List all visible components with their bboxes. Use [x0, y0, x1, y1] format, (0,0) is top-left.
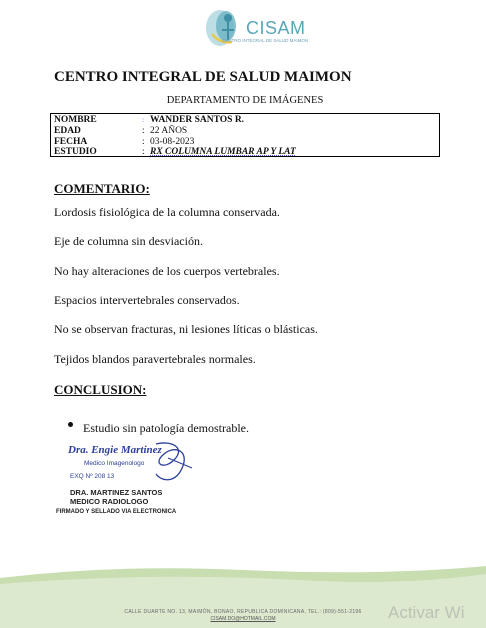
doctor-name: DRA. MARTINEZ SANTOS	[70, 488, 163, 497]
stamp-exq: EXQ Nº 208 13	[70, 473, 115, 480]
finding-line: Tejidos blandos paravertebrales normales.	[54, 352, 256, 366]
info-value-age: 22 AÑOS	[150, 126, 188, 136]
conclusion-title: CONCLUSION:	[54, 382, 147, 397]
logo-text: CISAM	[246, 18, 306, 38]
footer-address: CALLE DUARTE NO. 13, MAIMÓN, BONAO, REPUBLICA DOMINICANA, TEL.: (809)-551-2196	[124, 609, 362, 615]
department-heading: DEPARTAMENTO DE IMÁGENES	[166, 95, 324, 106]
finding-line: Espacios intervertebrales conservados.	[54, 293, 240, 307]
comment-title: COMENTARIO:	[54, 181, 150, 196]
conclusion-item: Estudio sin patología demostrable.	[83, 421, 249, 435]
info-colon: :	[142, 126, 145, 136]
center-name-heading: CENTRO INTEGRAL DE SALUD MAIMON	[54, 69, 352, 85]
info-value-name: WANDER SANTOS R.	[150, 115, 245, 125]
info-label-name: NOMBRE	[54, 115, 97, 125]
info-label-study: ESTUDIO	[54, 147, 97, 157]
finding-line: Lordosis fisiológica de la columna conservada.	[54, 205, 280, 219]
info-colon: :	[142, 116, 144, 124]
signature-stamp	[60, 438, 200, 486]
info-colon: :	[142, 137, 145, 147]
info-label-date: FECHA	[54, 137, 88, 147]
info-label-age: EDAD	[54, 126, 81, 136]
info-value-study: RX COLUMNA LUMBAR AP Y LAT	[150, 147, 296, 157]
finding-line: No se observan fracturas, ni lesiones líticas o blásticas.	[54, 322, 318, 336]
footer-email[interactable]: CISAM.DO@HOTMAIL.COM	[210, 616, 276, 622]
stamp-role: Medico Imagenologo	[84, 460, 145, 467]
signature-note: FIRMADO Y SELLADO VIA ELECTRONICA	[56, 509, 177, 515]
bullet-icon	[68, 422, 73, 427]
info-value-date: 03-08-2023	[150, 137, 195, 147]
activation-watermark: Activar Wi	[388, 603, 465, 622]
finding-line: Eje de columna sin desviación.	[54, 234, 203, 248]
info-colon: :	[142, 147, 145, 157]
stamp-name: Dra. Engie Martinez	[68, 444, 162, 456]
doctor-role: MEDICO RADIOLOGO	[70, 497, 149, 506]
finding-line: No hay alteraciones de los cuerpos vertebrales.	[54, 264, 280, 278]
patient-info-box	[50, 113, 440, 157]
logo-subtext: CENTRO INTEGRAL DE SALUD MAIMON	[222, 38, 309, 43]
